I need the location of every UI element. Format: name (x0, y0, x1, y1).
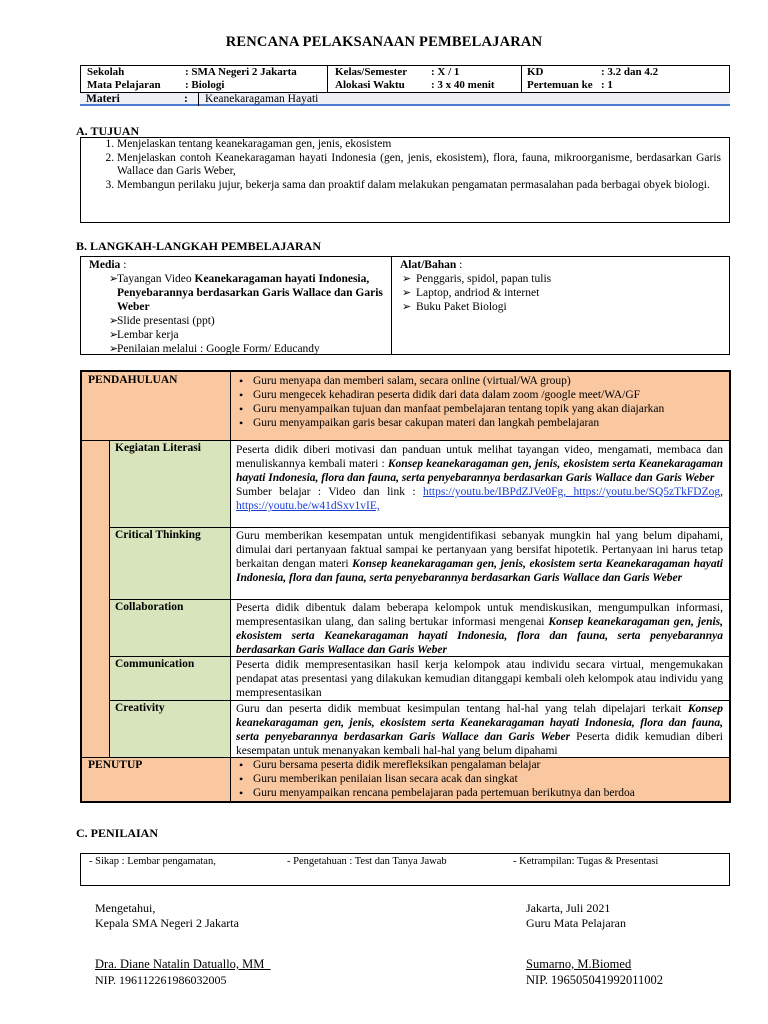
pendahuluan-item: • Guru menyampaikan tujuan dan manfaat pembelajaran tentang topik yang akan diajarkan (253, 402, 729, 416)
teacher-name: Sumarno, M.Biomed (526, 957, 632, 971)
sekolah-value: : SMA Negeri 2 Jakarta (185, 66, 297, 78)
materi-label: Materi (86, 93, 120, 105)
kegiatan-table (80, 370, 731, 803)
divider (391, 257, 392, 354)
divider (198, 93, 199, 106)
penilaian-heading: C. PENILAIAN (76, 826, 159, 840)
penutup-item: • Guru memberikan penilaian lisan secara acak dan singkat (253, 772, 729, 786)
media-item: ➢ Penilaian melalui : Google Form/ Educandy (109, 343, 320, 355)
alat-colon: : (456, 259, 463, 271)
divider (109, 440, 110, 757)
penilaian-keterampilan: - Ketrampilan: Tugas & Presentasi (513, 856, 659, 867)
materi-colon: : (184, 93, 188, 105)
arrow-bullet-icon: ➢ (402, 301, 412, 313)
alokasi-label: Alokasi Waktu (335, 79, 405, 91)
divider (109, 599, 729, 600)
literasi-label: Kegiatan Literasi (109, 440, 230, 527)
arrow-bullet-icon: ➢ (109, 273, 119, 285)
divider (230, 372, 231, 801)
kelas-value: : X / 1 (431, 66, 460, 78)
materi-value: Keanekaragaman Hayati (205, 93, 319, 105)
divider (327, 66, 328, 93)
langkah-heading: B. LANGKAH-LANGKAH PEMBELAJARAN (76, 239, 322, 253)
communication-label: Communication (109, 656, 230, 700)
alat-column (400, 258, 720, 314)
penilaian-pengetahuan: - Pengetahuan : Test dan Tanya Jawab (287, 856, 447, 867)
page-title: RENCANA PELAKSANAAN PEMBELAJARAN (225, 34, 543, 50)
media-label: Media (89, 259, 121, 271)
mapel-label: Mata Pelajaran (87, 79, 161, 91)
arrow-bullet-icon: ➢ (109, 343, 119, 355)
tujuan-heading: A. TUJUAN (76, 124, 140, 138)
kelas-label: Kelas/Semester (335, 66, 408, 78)
pertemuan-value: : 1 (601, 79, 613, 91)
arrow-bullet-icon: ➢ (402, 273, 412, 285)
headmaster-nip: NIP. 196112261986032005 (95, 973, 227, 987)
critical-thinking-content: Guru memberikan kesempatan untuk mengidentifikasi sebanyak mungkin hal yang belum dipahami, dimulai dari pertanyaan faktual sampai ke pertanyaan yang bersifat hipotetik. Pertanyaan ini harus tetap berkaitan dengan materi Konsep keanekaragaman gen, jenis, ekosistem serta Keanekaragaman hayati Indonesia, flora dan fauna, serta penyebarannya berdasarkan Garis Wallace dan Garis Weber (236, 530, 723, 584)
pertemuan-label: Pertemuan ke (527, 79, 593, 91)
tujuan-box (80, 137, 730, 223)
penilaian-box (80, 853, 730, 886)
divider (521, 66, 522, 93)
media-colon: : (120, 259, 127, 271)
headmaster-name: Dra. Diane Natalin Datuallo, MM (95, 957, 271, 971)
video-link[interactable]: https://youtu.be/w41dSxv1vIE, (236, 500, 380, 512)
signature-right: Jakarta, Juli 2021 Guru Mata Pelajaran (526, 901, 626, 930)
pendahuluan-label: PENDAHULUAN (82, 372, 230, 440)
penutup-item: • Guru menyampaikan rencana pembelajaran pada pertemuan berikutnya dan berdoa (253, 786, 729, 800)
alat-label: Alat/Bahan (400, 259, 457, 271)
arrow-bullet-icon: ➢ (109, 315, 119, 327)
media-item: ➢ Slide presentasi (ppt) (109, 315, 215, 327)
video-link[interactable]: https://youtu.be/SQ5zTkFDZog (573, 486, 721, 498)
arrow-bullet-icon: ➢ (109, 329, 119, 341)
communication-content: Peserta didik mempresentasikan hasil kerja kelompok atau individu secara virtual, mengemukakan pendapat atas presentasi yang dilakukan kemudian ditanggapi kembali oleh kelompok atau individu yang mempresentasikan (236, 659, 723, 699)
alokasi-value: : 3 x 40 menit (431, 79, 495, 91)
kd-label: KD (527, 66, 544, 78)
mapel-value: : Biologi (185, 79, 225, 91)
divider (109, 656, 729, 657)
divider (109, 700, 729, 701)
alat-item: ➢ Penggaris, spidol, papan tulis (402, 273, 552, 285)
materi-row (80, 92, 730, 106)
divider (82, 757, 729, 758)
collaboration-content: Peserta didik dibentuk dalam beberapa kelompok untuk mendiskusikan, mengumpulkan informasi, mempresentasikan ulang, dan saling bertukar informasi mengenai Konsep keanekaragaman gen, jenis, ekosistem serta Keanekaragaman hayati Indonesia, flora dan fauna, serta penyebarannya berdasarkan Garis Wallace dan Garis Weber (236, 602, 724, 656)
media-column (89, 258, 389, 356)
video-link[interactable]: https://youtu.be/IBPdZJVe0Fg, (422, 486, 574, 498)
tujuan-item: 1. Menjelaskan tentang keanekaragaman gen, jenis, ekosistem (117, 138, 729, 152)
penutup-label: PENUTUP (82, 757, 230, 801)
pendahuluan-item: • Guru mengecek kehadiran peserta didik dari data dalam zoom /google meet/WA/GF (253, 388, 729, 402)
pendahuluan-content (230, 372, 729, 440)
tujuan-item: 3. Membangun perilaku jujur, bekerja sama dan proaktif dalam melakukan pengamatan permasalahan pada berbagai obyek biologi. (117, 179, 729, 193)
penutup-content (230, 757, 729, 801)
kegiatan-inti-strip (82, 440, 109, 757)
penilaian-sikap: - Sikap : Lembar pengamatan, (89, 856, 216, 867)
creativity-label: Creativity (109, 700, 230, 757)
critical-thinking-label: Critical Thinking (109, 527, 230, 599)
collaboration-label: Collaboration (109, 599, 230, 656)
media-item: ➢ Tayangan Video Keanekaragaman hayati Indonesia, Penyebarannya berdasarkan Garis Wallace dan Garis Weber (109, 273, 383, 313)
media-item: ➢ Lembar kerja (109, 329, 179, 341)
kd-value: : 3.2 dan 4.2 (601, 66, 659, 78)
media-box (80, 256, 730, 355)
divider (82, 440, 729, 441)
identity-box (80, 65, 730, 106)
literasi-content: Peserta didik diberi motivasi dan panduan untuk melihat tayangan video, mengamati, membaca dan menuliskannya kembali materi : Konsep keanekaragaman gen, jenis, ekosistem serta Keanekaragaman hayati Indonesia, flora dan fauna, serta penyebarannya berdasarkan Garis Wallace dan Garis Weber Sumber belajar : Video dan link : https://youtu.be/IBPdZJVe0Fg, https://youtu.be/SQ5zTkFDZog, https://youtu.be/w41dSxv1vIE, (236, 444, 723, 512)
penutup-item: • Guru bersama peserta didik merefleksikan pengalaman belajar (253, 758, 729, 772)
signature-left: Mengetahui, Kepala SMA Negeri 2 Jakarta (95, 901, 239, 930)
teacher-nip: NIP. 196505041992011002 (526, 973, 664, 987)
creativity-content: Guru dan peserta didik membuat kesimpulan tentang hal-hal yang telah dipelajari terkait Konsep keanekaragaman gen, jenis, ekosistem serta Keanekaragaman hayati Indonesia, flora dan fauna, serta penyebarannya berdasarkan Garis Wallace dan Garis Weber Peserta didik kemudian diberi kesempatan untuk menanyakan kembali hal-hal yang belum dipahami (236, 703, 723, 757)
alat-item: ➢ Laptop, andriod & internet (402, 287, 540, 299)
arrow-bullet-icon: ➢ (402, 287, 412, 299)
pendahuluan-item: • Guru menyapa dan memberi salam, secara online (virtual/WA group) (253, 374, 729, 388)
alat-item: ➢ Buku Paket Biologi (402, 301, 507, 313)
divider (109, 527, 729, 528)
pendahuluan-item: • Guru menyampaikan garis besar cakupan materi dan langkah pembelajaran (253, 416, 729, 430)
sekolah-label: Sekolah (87, 66, 125, 78)
tujuan-item: 2. Menjelaskan contoh Keanekaragaman hayati Indonesia (gen, jenis, ekosistem), flora, fauna, mikroorganisme, berdasarkan Garis Wallace dan Garis Weber, (117, 152, 729, 179)
